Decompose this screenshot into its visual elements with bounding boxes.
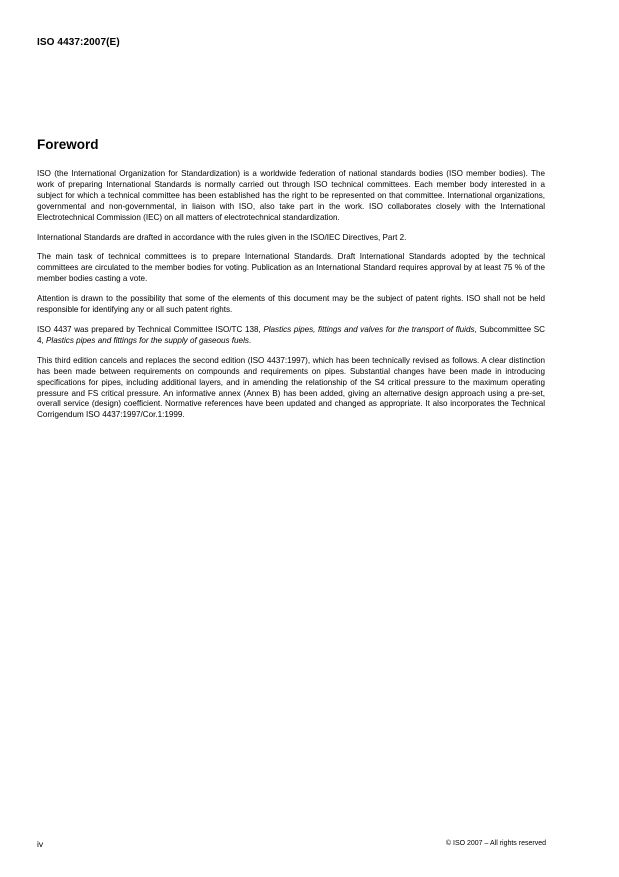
copyright-notice: © ISO 2007 – All rights reserved <box>445 840 546 847</box>
paragraph-committee-task: The main task of technical committees is to prepare International Standards. Draft International Standards adopted by the technical committees are circulated to the member bodies for voting. Publication as an International Standard requires approval by at least 75 % of the member bodies casting a vote. <box>37 252 545 284</box>
prepared-by-text-1: ISO 4437 was prepared by Technical Committee ISO/TC 138, <box>37 324 264 334</box>
sc-title: Plastics pipes and fittings for the supply of gaseous fuels <box>46 335 249 345</box>
prepared-by-text-3: . <box>248 335 252 345</box>
paragraph-patent-rights: Attention is drawn to the possibility that some of the elements of this document may be the subject of patent rights. ISO shall not be held responsible for identifying any or all such patent rights. <box>37 294 545 315</box>
page-title: Foreword <box>37 137 99 152</box>
foreword-body <box>37 169 545 430</box>
paragraph-iso-intro: ISO (the International Organization for Standardization) is a worldwide federation of national standards bodies (ISO member bodies). The work of preparing International Standards is normally carried out through ISO technical committees. Each member body interested in a subject for which a technical committee has been established has the right to be represented on that committee. International organizations, governmental and non-governmental, in liaison with ISO, also take part in the work. ISO collaborates closely with the International Electrotechnical Commission (IEC) on all matters of electrotechnical standardization. <box>37 169 545 222</box>
prepared-by-text-2: , Subcommittee SC 4, <box>37 324 545 345</box>
paragraph-prepared-by <box>37 325 545 347</box>
paragraph-edition-changes: This third edition cancels and replaces the second edition (ISO 4437:1997), which has been technically revised as follows. A clear distinction has been made between requirements on compounds and requirements on pipes. Substantial changes have been made in introducing specifications for pipes, including additional layers, and in amending the relationship of the S4 critical pressure to the maximum operating pressure and FS critical pressure. An informative annex (Annex B) has been added, giving an alternative design approach using a pre-set, overall service (design) coefficient. Normative references have been updated and changed as appropriate. It also incorporates the Technical Corrigendum ISO 4437:1997/Cor.1:1999. <box>37 355 545 420</box>
document-id-header: ISO 4437:2007(E) <box>37 37 120 48</box>
tc-title: Plastics pipes, fittings and valves for the transport of fluids <box>263 324 475 334</box>
page-number: iv <box>37 839 44 849</box>
paragraph-directives: International Standards are drafted in accordance with the rules given in the ISO/IEC Directives, Part 2. <box>37 232 407 242</box>
